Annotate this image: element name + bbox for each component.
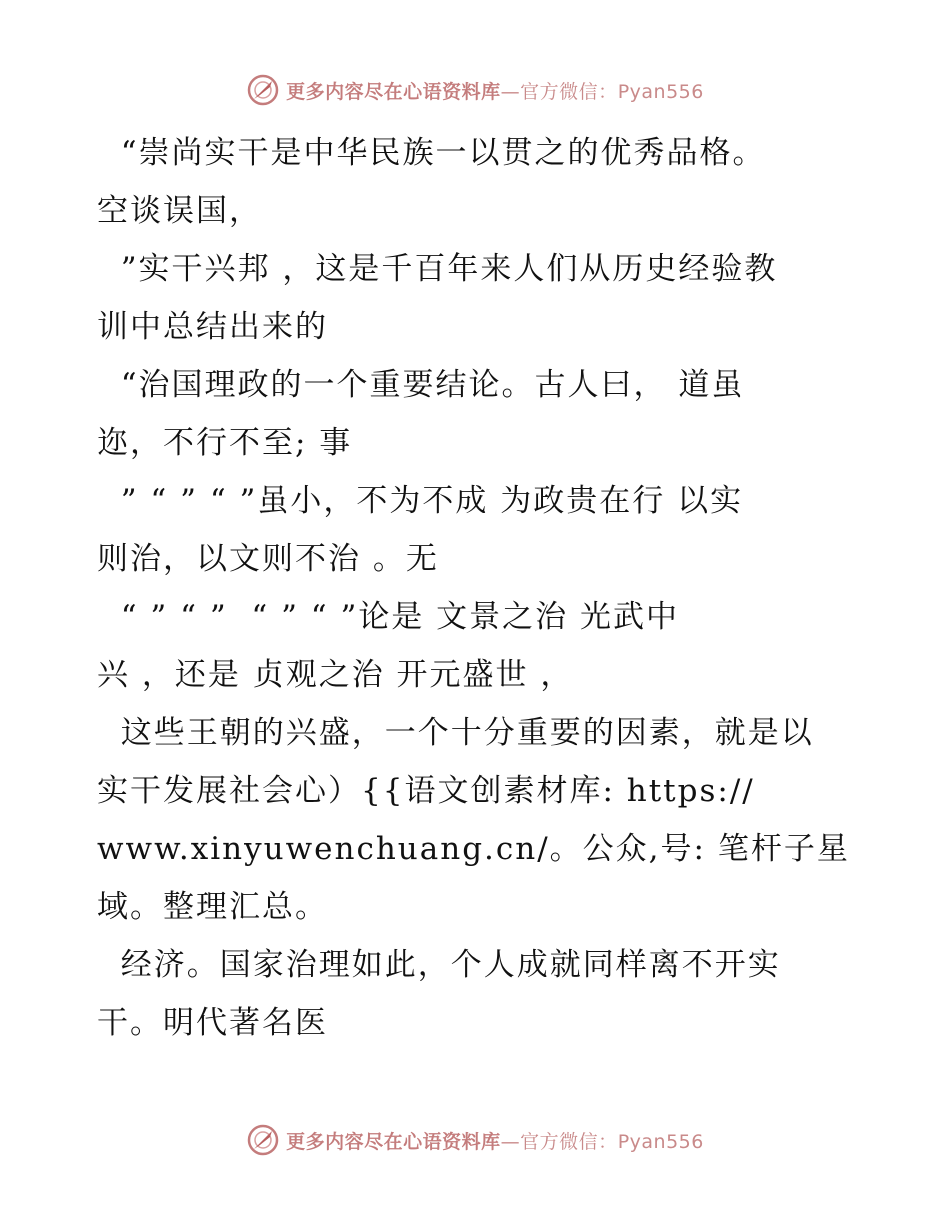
- body-line: ” “ ” “ ”虽小，不为不成 为政贵在行 以实: [97, 483, 744, 519]
- footer-banner-sep: —官方微信：: [500, 1130, 618, 1153]
- footer-banner-id: Pyan556: [617, 1130, 704, 1153]
- body-line: “ ” “ ” “ ” “ ”论是 文景之治 光武中: [97, 599, 680, 635]
- document-body: [97, 124, 867, 1052]
- body-line: 域。整理汇总。: [97, 889, 328, 925]
- body-line: 迩，不行不至; 事: [97, 425, 353, 461]
- footer-banner-text: [286, 1127, 704, 1154]
- header-banner-id: Pyan556: [617, 80, 704, 103]
- body-line: 经济。国家治理如此，个人成就同样离不开实: [97, 947, 781, 983]
- body-line: “治国理政的一个重要结论。古人曰， 道虽: [97, 367, 745, 403]
- body-line: 训中总结出来的: [97, 309, 328, 345]
- body-line: “崇尚实干是中华民族一以贯之的优秀品格。: [97, 135, 766, 171]
- body-line: www.xinyuwenchuang.cn/。公众,号: 笔杆子星: [97, 831, 850, 867]
- header-banner-text: [286, 77, 704, 104]
- header-banner: [0, 70, 950, 110]
- footer-banner: [0, 1120, 950, 1160]
- header-banner-sep: —官方微信：: [500, 80, 618, 103]
- header-banner-main: 更多内容尽在心语资料库: [286, 80, 501, 103]
- footer-banner-main: 更多内容尽在心语资料库: [286, 1130, 501, 1153]
- body-line: 兴 ，还是 贞观之治 开元盛世 ，: [97, 657, 574, 693]
- body-line: 空谈误国，: [97, 193, 262, 229]
- quill-logo-icon: [246, 73, 280, 107]
- body-line: 干。明代著名医: [97, 1005, 328, 1041]
- body-line: ”实干兴邦 ，这是千百年来人们从历史经验教: [97, 251, 778, 287]
- quill-logo-icon: [246, 1123, 280, 1157]
- body-line: 这些王朝的兴盛，一个十分重要的因素，就是以: [97, 715, 814, 751]
- body-line: 则治，以文则不治 。无: [97, 541, 439, 577]
- body-line: 实干发展社会心）{{语文创素材库: https://: [97, 773, 755, 809]
